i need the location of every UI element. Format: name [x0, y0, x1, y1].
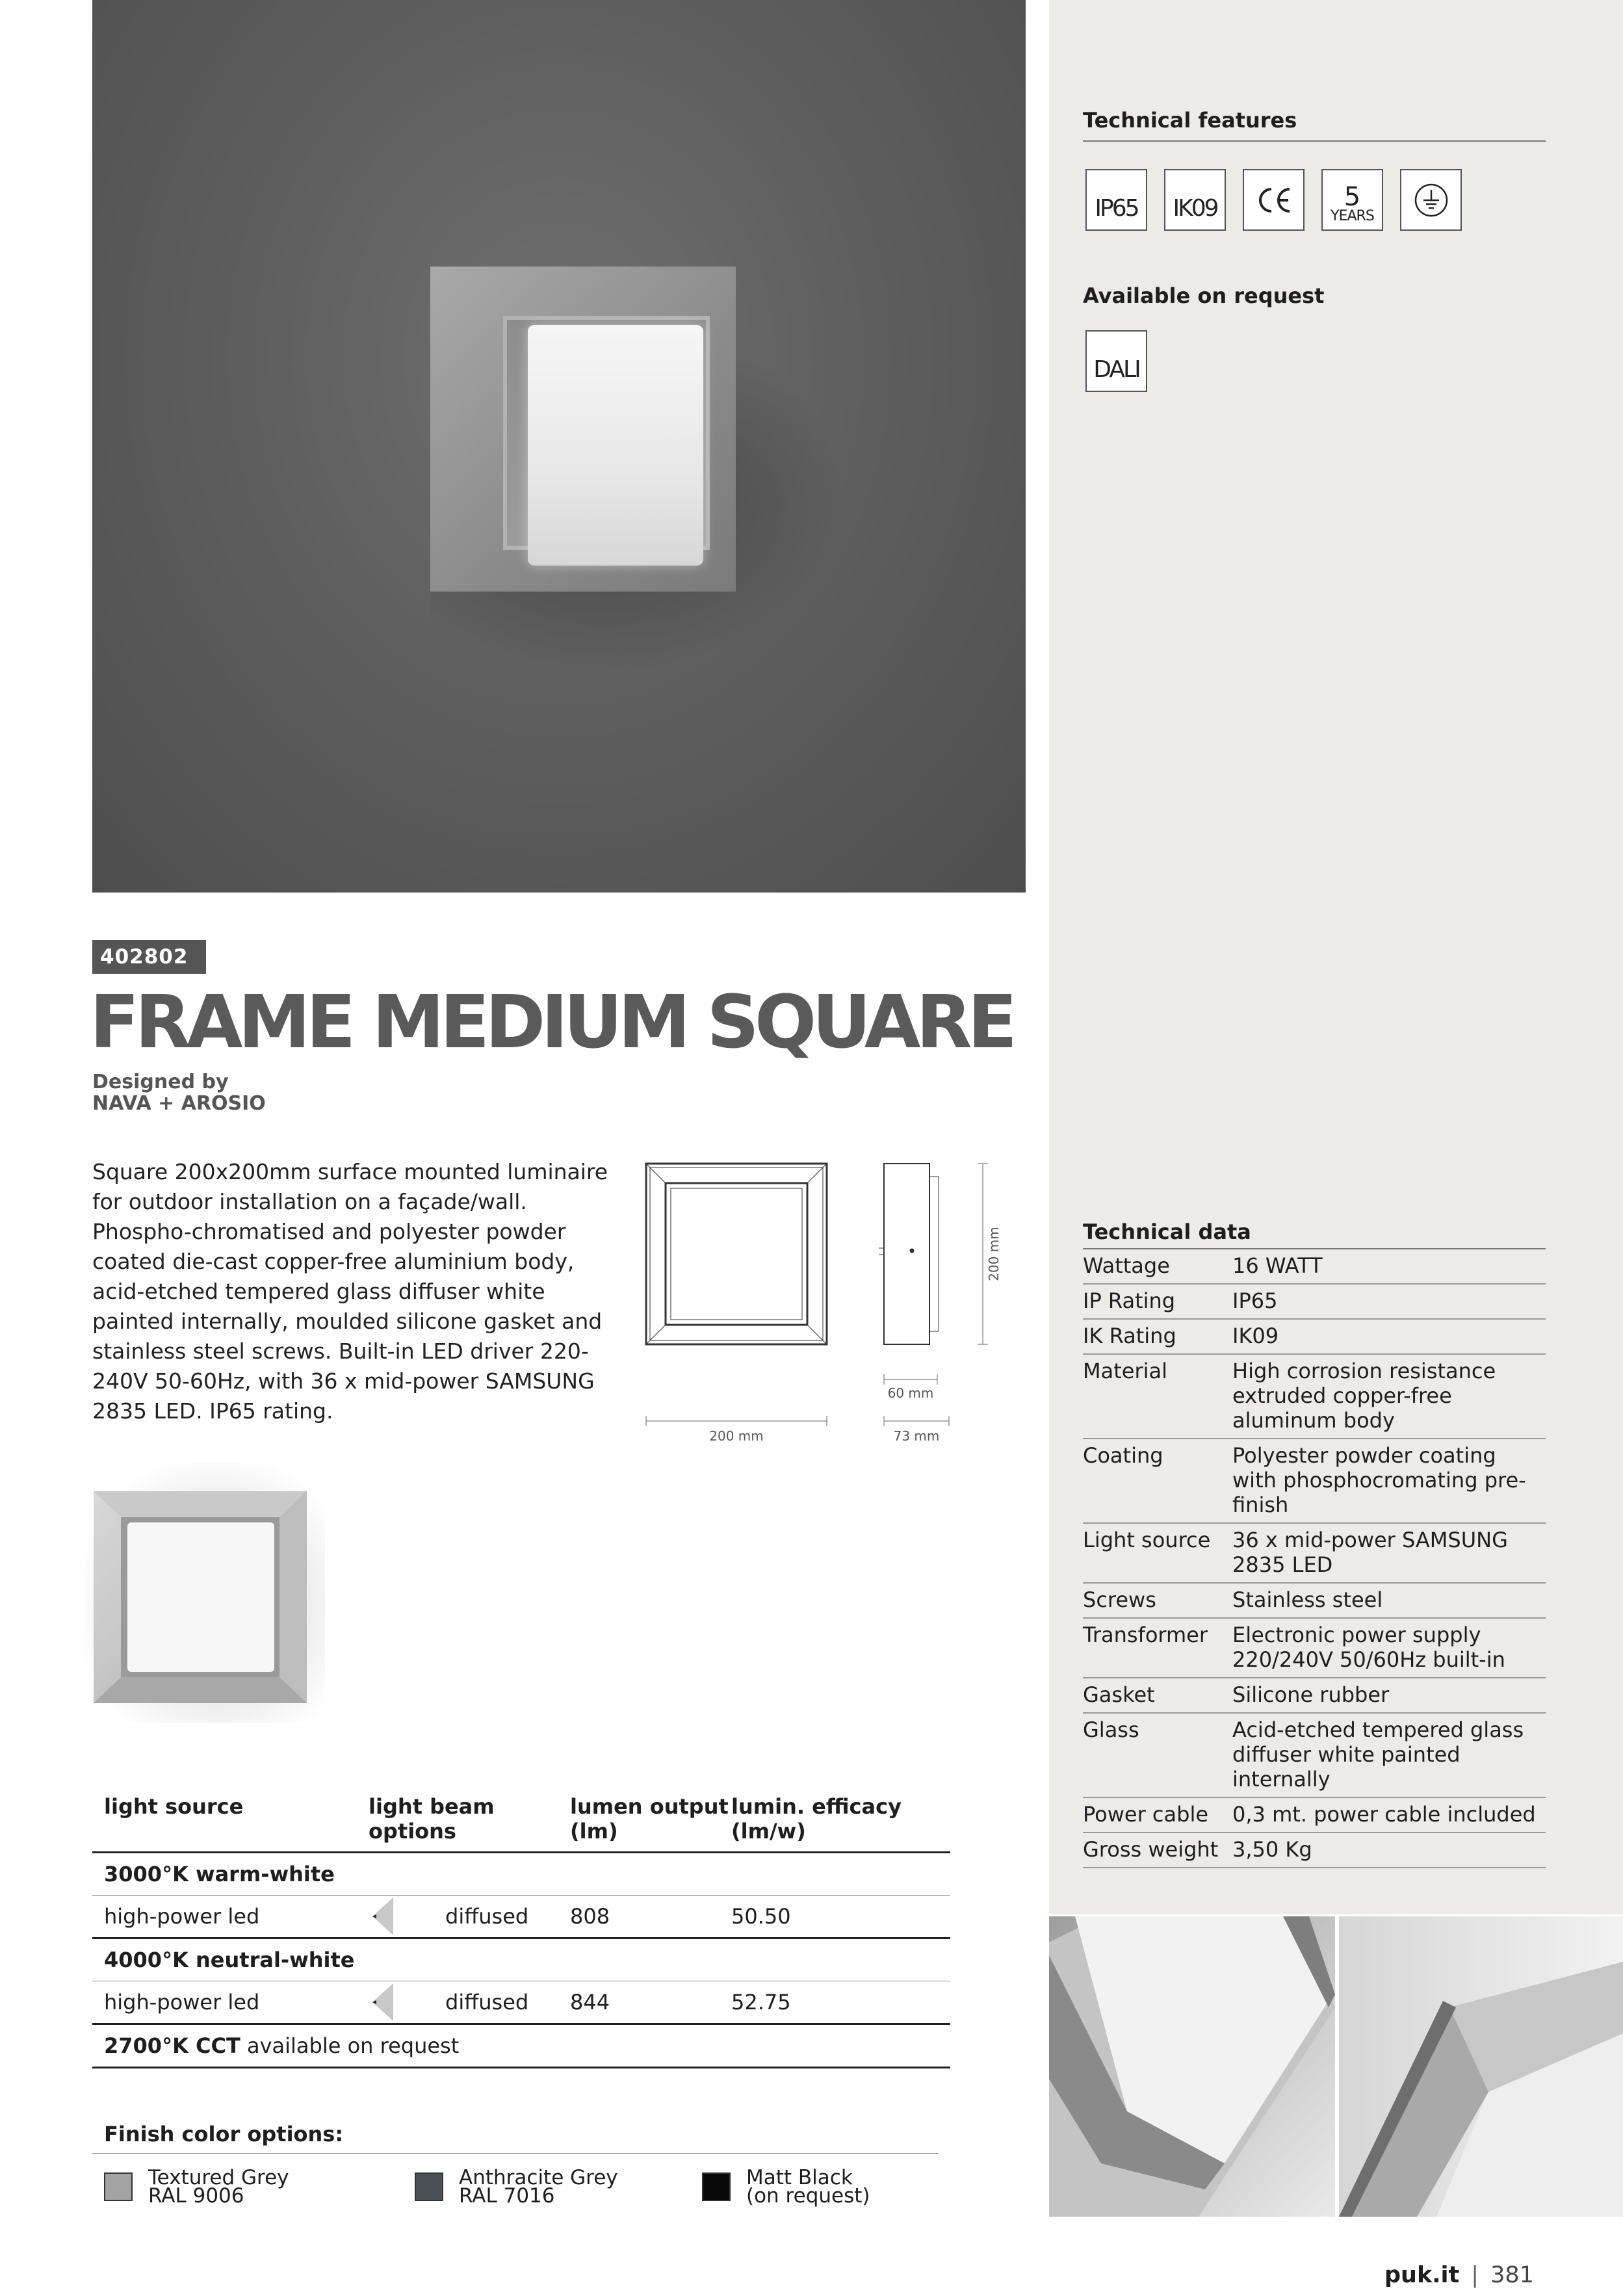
diffused-beam-icon [372, 1983, 393, 2021]
table-row [1083, 1355, 1546, 1439]
spec-value: 3,50 Kg [1232, 1837, 1312, 1862]
finish-option-text [459, 2166, 618, 2208]
table-row [1083, 1285, 1546, 1320]
spec-key: Gasket [1083, 1682, 1155, 1707]
spec-value: Electronic power supply 220/240V 50/60Hz built-in [1232, 1623, 1505, 1672]
spec-value: Stainless steel [1232, 1587, 1383, 1612]
cell-lumen: 808 [570, 1904, 610, 1929]
spec-value: IP65 [1232, 1288, 1278, 1313]
spec-key: Screws [1083, 1587, 1156, 1612]
spec-key: Light source [1083, 1528, 1211, 1552]
ce-mark-glyph [1253, 184, 1295, 216]
finish-option-anthracite-grey [415, 2166, 618, 2208]
ip65-icon [1085, 169, 1147, 231]
spec-value: IK09 [1232, 1324, 1279, 1348]
spec-key: Gross weight [1083, 1837, 1219, 1862]
finish-option-name: Anthracite Grey [459, 2166, 618, 2189]
cell-efficacy: 50.50 [731, 1904, 791, 1929]
table-row [1083, 1249, 1546, 1285]
cct-request-note [92, 2033, 459, 2058]
detail-photo-right [1339, 1916, 1623, 2217]
finish-option-code: RAL 7016 [459, 2184, 555, 2208]
header-light-beam: light beam options [369, 1794, 495, 1844]
finish-option-matt-black [702, 2166, 870, 2208]
ik09-icon [1164, 169, 1226, 231]
header-light-source: light source [104, 1794, 244, 1819]
spec-key: IK Rating [1083, 1324, 1176, 1348]
ip65-text: IP65 [1095, 195, 1138, 222]
beam-label: diffused [445, 1904, 529, 1929]
detail-photo-left [1049, 1916, 1335, 2217]
cell-efficacy: 52.75 [731, 1990, 791, 2015]
group-label: 3000°K warm-white [104, 1862, 335, 1886]
group-row-3000k [92, 1853, 950, 1896]
spec-key: Coating [1083, 1443, 1163, 1468]
depth-a-dimension-line [884, 1374, 937, 1385]
designed-by-label: Designed by [92, 1071, 229, 1093]
table-row [92, 1896, 950, 1939]
technical-drawing [637, 1151, 1027, 1450]
height-dimension-label: 200 mm [986, 1227, 1002, 1281]
finish-option-code: (on request) [746, 2184, 870, 2208]
product-description: Square 200x200mm surface mounted luminaire for outdoor installation on a façade/wall. Phospho-chromatised and polyester powder coated die-cast copper-free aluminium body, acid-etched tempered glass diffuser white painted internally, moulded silicone gasket and stainless steel screws. Built-in LED driver 220-240V 50-60Hz, with 36 x mid-power SAMSUNG 2835 LED. IP65 rating. [92, 1159, 608, 1424]
table-row [1083, 1584, 1546, 1619]
width-dimension-line [646, 1416, 827, 1426]
designer-credit [92, 1071, 266, 1114]
finish-option-text [746, 2166, 870, 2208]
warranty-years-number: 5 [1344, 181, 1361, 212]
footer-separator: | [1471, 2262, 1479, 2288]
swatch-matt-black [702, 2172, 731, 2201]
hero-luminaire-frame [430, 267, 736, 592]
depth-b-dimension-line [884, 1416, 949, 1426]
product-title: FRAME MEDIUM SQUARE [90, 980, 1013, 1065]
depth-b-dimension-label: 73 mm [893, 1428, 940, 1444]
technical-features-divider [1083, 140, 1546, 142]
cct-request-row [92, 2025, 950, 2068]
product-thumbnail [84, 1463, 325, 1723]
ik09-text: IK09 [1173, 195, 1217, 222]
product-code-badge: 402802 [92, 940, 206, 974]
beam-label: diffused [445, 1990, 529, 2015]
depth-a-dimension-label: 60 mm [887, 1385, 934, 1401]
designer-name: NAVA + AROSIO [92, 1092, 266, 1115]
cell-source: high-power led [104, 1990, 260, 2015]
available-on-request-title: Available on request [1083, 283, 1325, 308]
spec-value: 36 x mid-power SAMSUNG 2835 LED [1232, 1528, 1508, 1577]
technical-features-title: Technical features [1083, 108, 1297, 133]
header-efficacy: lumin. efficacy (lm/w) [731, 1794, 902, 1844]
swatch-anthracite-grey [415, 2172, 443, 2201]
finish-option-text [148, 2166, 289, 2208]
table-row [92, 1981, 950, 2025]
spec-value: Acid-etched tempered glass diffuser white painted internally [1232, 1717, 1524, 1792]
group-row-4000k [92, 1939, 950, 1981]
side-view-drawing [879, 1164, 939, 1344]
light-output-table [92, 1794, 950, 2068]
warranty-icon [1321, 169, 1383, 231]
front-view-drawing [646, 1164, 827, 1344]
header-lumen-output: lumen output (lm) [570, 1794, 729, 1844]
spec-value: High corrosion resistance extruded copper-free aluminum body [1232, 1359, 1496, 1433]
warranty-years-label: YEARS [1331, 207, 1374, 224]
cell-lumen: 844 [570, 1990, 610, 2015]
spec-key: Glass [1083, 1717, 1139, 1742]
technical-data-table [1083, 1249, 1546, 1868]
spec-value: 16 WATT [1232, 1253, 1323, 1278]
finish-option-name: Textured Grey [148, 2166, 289, 2189]
spec-value: Silicone rubber [1232, 1682, 1390, 1707]
cct-request-bold: 2700°K CCT [104, 2033, 240, 2058]
technical-data-title: Technical data [1083, 1220, 1251, 1244]
table-row [1083, 1320, 1546, 1355]
page-number: 381 [1490, 2262, 1534, 2288]
finish-divider [92, 2153, 939, 2154]
table-row [1083, 1524, 1546, 1584]
table-row [1083, 1714, 1546, 1798]
cell-beam [369, 1983, 570, 2021]
dali-icon [1085, 330, 1147, 392]
spec-key: Power cable [1083, 1802, 1209, 1827]
table-row [1083, 1798, 1546, 1833]
earth-ground-icon [1400, 169, 1462, 231]
cell-source: high-power led [104, 1904, 260, 1929]
table-row [1083, 1833, 1546, 1868]
ce-mark-icon [1243, 169, 1305, 231]
brand-url: puk.it [1384, 2262, 1460, 2288]
table-row [1083, 1439, 1546, 1524]
light-table-header [92, 1794, 950, 1853]
earth-ground-glyph [1413, 182, 1449, 218]
finish-option-code: RAL 9006 [148, 2184, 244, 2208]
cct-request-text: available on request [240, 2033, 460, 2058]
finish-option-name: Matt Black [746, 2166, 853, 2189]
spec-key: Wattage [1083, 1253, 1170, 1278]
hero-luminaire-glass [528, 325, 703, 566]
spec-key: Material [1083, 1359, 1167, 1383]
dali-text: DALI [1093, 356, 1139, 383]
cell-beam [369, 1898, 570, 1935]
swatch-textured-grey [104, 2172, 133, 2201]
page-footer [1384, 2262, 1534, 2288]
spec-value: 0,3 mt. power cable included [1232, 1802, 1536, 1827]
width-dimension-label: 200 mm [709, 1428, 764, 1444]
table-row [1083, 1678, 1546, 1714]
group-label: 4000°K neutral-white [104, 1948, 355, 1972]
hero-product-photo [92, 0, 1026, 893]
diffused-beam-icon [372, 1898, 393, 1935]
finish-title: Finish color options: [104, 2122, 344, 2146]
table-row [1083, 1619, 1546, 1678]
spec-key: Transformer [1083, 1623, 1208, 1647]
spec-key: IP Rating [1083, 1288, 1176, 1313]
spec-value: Polyester powder coating with phosphocromating pre-finish [1232, 1443, 1526, 1517]
finish-option-textured-grey [104, 2166, 289, 2208]
